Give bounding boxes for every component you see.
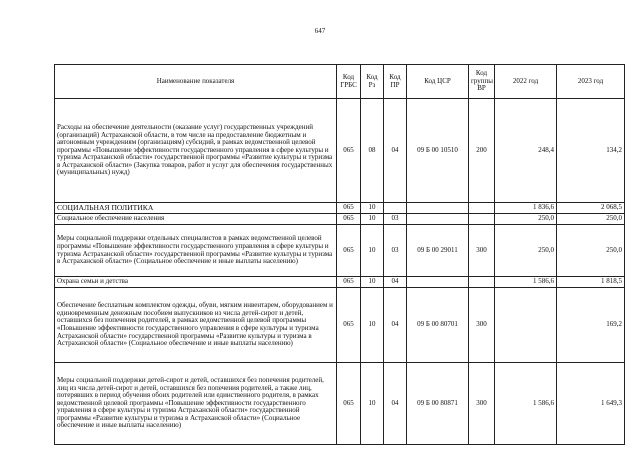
header-vr: Код группы ВР bbox=[469, 65, 495, 99]
row-grbs: 065 bbox=[337, 203, 361, 214]
row-grbs: 065 bbox=[337, 288, 361, 363]
row-name: Расходы на обеспечение деятельности (оказание услуг) государственных учреждений (организаций) Астраханской области, в том числе на предоставление бюджетным и автономным учреждениям (организациям) субсидий, в рамках ведомственной целевой программы «Повышение эффективности государственного управления в сфере культуры и туризма Астраханской области» государственной программы «Развитие культуры и туризма в Астраханской области» (Закупка товаров, работ и услуг для обеспечения государственных (муниципальных) нужд) bbox=[55, 99, 337, 203]
budget-table-wrapper bbox=[54, 64, 624, 445]
row-2023: 2 068,5 bbox=[557, 203, 625, 214]
header-csr: Код ЦСР bbox=[407, 65, 469, 99]
budget-table bbox=[54, 64, 625, 445]
row-grbs: 065 bbox=[337, 225, 361, 277]
row-csr: 09 Б 00 29011 bbox=[407, 225, 469, 277]
table-row bbox=[55, 288, 625, 363]
row-2023: 250,0 bbox=[557, 225, 625, 277]
table-row bbox=[55, 277, 625, 288]
header-rz: Код Рз bbox=[361, 65, 384, 99]
table-header-row bbox=[55, 65, 625, 99]
table-row bbox=[55, 99, 625, 203]
row-2023: 250,0 bbox=[557, 214, 625, 225]
row-2022: 250,0 bbox=[495, 214, 557, 225]
row-rz: 10 bbox=[361, 214, 384, 225]
row-pr bbox=[384, 203, 407, 214]
row-vr: 300 bbox=[469, 225, 495, 277]
row-vr: 200 bbox=[469, 99, 495, 203]
row-rz: 10 bbox=[361, 277, 384, 288]
row-csr bbox=[407, 214, 469, 225]
row-grbs: 065 bbox=[337, 363, 361, 445]
table-row bbox=[55, 203, 625, 214]
row-grbs: 065 bbox=[337, 277, 361, 288]
row-pr: 04 bbox=[384, 288, 407, 363]
table-row bbox=[55, 225, 625, 277]
header-name: Наименование показателя bbox=[55, 65, 337, 99]
header-grbs: Код ГРБС bbox=[337, 65, 361, 99]
row-name: Обеспечение бесплатным комплектом одежды, обуви, мягким инвентарем, оборудованием и единовременным денежным пособием выпускников из числа детей-сирот и детей, оставшихся без попечения родителей, в рамках ведомственной целевой программы «Повышение эффективности государственного управления в сфере культуры и туризма Астраханской области» государственной программы «Развитие культуры и туризма в Астраханской области» (Социальное обеспечение и иные выплаты населению) bbox=[55, 288, 337, 363]
row-vr bbox=[469, 277, 495, 288]
row-2023: 134,2 bbox=[557, 99, 625, 203]
row-rz: 08 bbox=[361, 99, 384, 203]
row-name: Меры социальной поддержки детей-сирот и детей, оставшихся без попечения родителей, лиц из числа детей-сирот и детей, оставшихся без попечения родителей, а также лиц, потерявших в период обучения обоих родителей или единственного родителя, в рамках ведомственной целевой программы «Повышение эффективности государственного управления в сфере культуры и туризма Астраханской области» государственной программы «Развитие культуры и туризма в Астраханской области» (Социальное обеспечение и иные выплаты населению) bbox=[55, 363, 337, 445]
row-csr bbox=[407, 203, 469, 214]
row-2022: 250,0 bbox=[495, 225, 557, 277]
row-vr: 300 bbox=[469, 288, 495, 363]
row-name: Охрана семьи и детства bbox=[55, 277, 337, 288]
row-name: Меры социальной поддержки отдельных специалистов в рамках ведомственной целевой программы «Повышение эффективности государственного управления в сфере культуры и туризма Астраханской области» государственной программы «Развитие культуры и туризма в Астраханской области» (Социальное обеспечение и иные выплаты населению) bbox=[55, 225, 337, 277]
row-grbs: 065 bbox=[337, 214, 361, 225]
row-2022: 1 586,6 bbox=[495, 277, 557, 288]
row-2022: 1 836,6 bbox=[495, 203, 557, 214]
row-csr: 09 Б 00 80701 bbox=[407, 288, 469, 363]
row-pr: 04 bbox=[384, 363, 407, 445]
row-2023: 169,2 bbox=[557, 288, 625, 363]
row-csr: 09 Б 00 10510 bbox=[407, 99, 469, 203]
row-2023: 1 649,3 bbox=[557, 363, 625, 445]
header-pr: Код ПР bbox=[384, 65, 407, 99]
row-vr bbox=[469, 203, 495, 214]
row-2023: 1 818,5 bbox=[557, 277, 625, 288]
row-2022: 248,4 bbox=[495, 99, 557, 203]
row-name: СОЦИАЛЬНАЯ ПОЛИТИКА bbox=[55, 203, 337, 214]
row-csr bbox=[407, 277, 469, 288]
row-rz: 10 bbox=[361, 203, 384, 214]
row-2022: 1 586,6 bbox=[495, 363, 557, 445]
row-rz: 10 bbox=[361, 363, 384, 445]
table-row bbox=[55, 363, 625, 445]
row-pr: 03 bbox=[384, 214, 407, 225]
row-pr: 03 bbox=[384, 225, 407, 277]
row-rz: 10 bbox=[361, 225, 384, 277]
row-vr: 300 bbox=[469, 363, 495, 445]
row-rz: 10 bbox=[361, 288, 384, 363]
row-grbs: 065 bbox=[337, 99, 361, 203]
row-pr: 04 bbox=[384, 277, 407, 288]
header-2023: 2023 год bbox=[557, 65, 625, 99]
row-csr: 09 Б 00 80871 bbox=[407, 363, 469, 445]
header-2022: 2022 год bbox=[495, 65, 557, 99]
page-number: 647 bbox=[314, 27, 326, 35]
row-vr bbox=[469, 214, 495, 225]
row-name: Социальное обеспечение населения bbox=[55, 214, 337, 225]
table-row bbox=[55, 214, 625, 225]
row-2022 bbox=[495, 288, 557, 363]
row-pr: 04 bbox=[384, 99, 407, 203]
